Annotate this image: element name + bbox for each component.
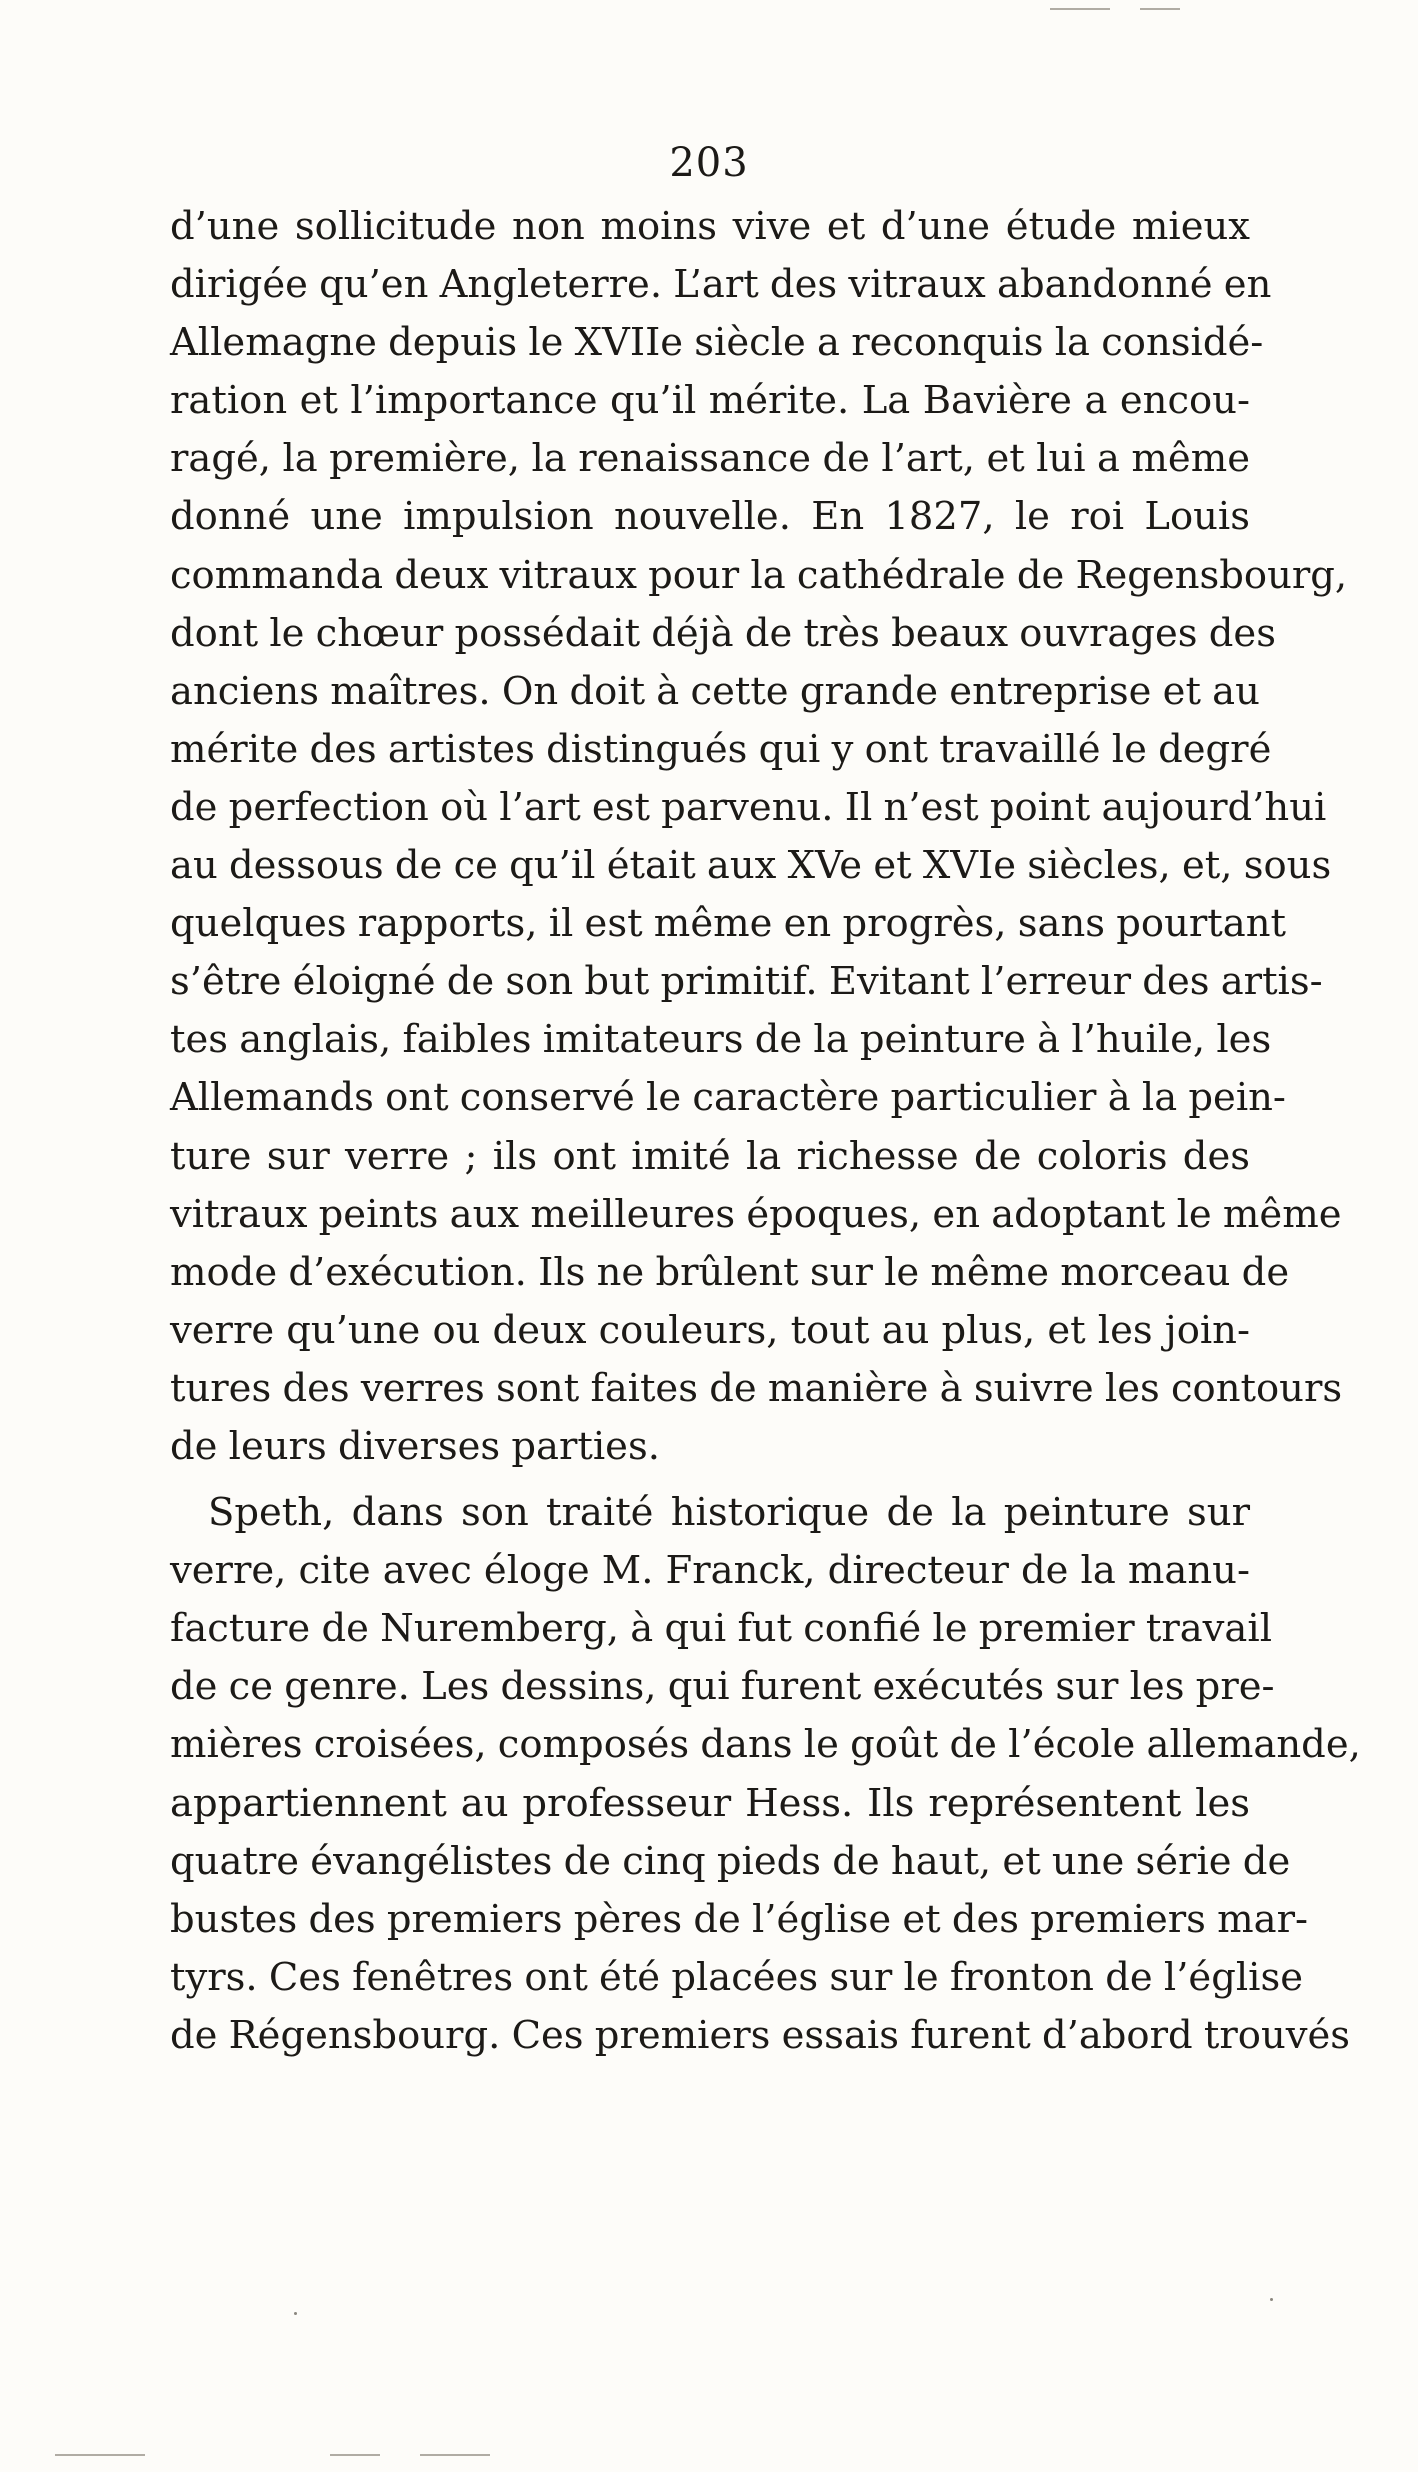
text-line: tes anglais, faibles imitateurs de la peinture à l’huile, les: [170, 1017, 1272, 1063]
text-line: tyrs. Ces fenêtres ont été placées sur le fronton de l’église: [170, 1954, 1304, 2000]
text-line: facture de Nuremberg, à qui fut confié le premier travail: [170, 1606, 1273, 1652]
text-line: appartiennent au professeur Hess. Ils représentent les: [170, 1780, 1250, 1826]
text-line: ration et l’importance qu’il mérite. La Bavière a encou-: [170, 378, 1250, 424]
text-line: mode d’exécution. Ils ne brûlent sur le même morceau de: [170, 1249, 1290, 1295]
text-line: quatre évangélistes de cinq pieds de haut, et une série de: [170, 1838, 1291, 1884]
text-line: vitraux peints aux meilleures époques, en adoptant le même: [170, 1191, 1342, 1237]
text-line: de leurs diverses parties.: [170, 1423, 660, 1469]
scan-artifact-bottom-rule: [55, 2454, 145, 2456]
scan-speck: [294, 2312, 297, 2315]
text-line: bustes des premiers pères de l’église et des premiers mar-: [170, 1896, 1309, 1942]
text-line: commanda deux vitraux pour la cathédrale de Regensbourg,: [170, 552, 1348, 598]
text-line: ture sur verre ; ils ont imité la richesse de coloris des: [170, 1133, 1250, 1179]
scan-artifact-top-rule: [1140, 8, 1180, 10]
text-line: s’être éloigné de son but primitif. Evitant l’erreur des artis-: [170, 959, 1323, 1005]
text-line: dirigée qu’en Angleterre. L’art des vitraux abandonné en: [170, 262, 1272, 308]
text-line: de Régensbourg. Ces premiers essais furent d’abord trouvés: [170, 2012, 1351, 2058]
paragraph-2: [170, 1484, 1361, 2065]
text-line: mières croisées, composés dans le goût de l’école allemande,: [170, 1722, 1361, 1768]
text-line: au dessous de ce qu’il était aux XVe et XVIe siècles, et, sous: [170, 843, 1332, 889]
text-line: de perfection où l’art est parvenu. Il n’est point aujourd’hui: [170, 784, 1327, 830]
body-text: [170, 198, 1361, 2065]
text-line: Allemands ont conservé le caractère particulier à la pein-: [170, 1075, 1286, 1121]
text-line: verre qu’une ou deux couleurs, tout au plus, et les join-: [170, 1307, 1250, 1353]
text-line: Speth, dans son traité historique de la peinture sur: [208, 1490, 1250, 1536]
scan-artifact-top-rule: [1050, 8, 1110, 10]
text-line: verre, cite avec éloge M. Franck, directeur de la manu-: [170, 1548, 1250, 1594]
scan-speck: [1270, 2298, 1273, 2301]
scan-artifact-bottom-rule: [330, 2454, 380, 2456]
text-line: quelques rapports, il est même en progrès, sans pourtant: [170, 901, 1286, 947]
text-line: Allemagne depuis le XVIIe siècle a reconquis la considé-: [170, 320, 1264, 366]
paragraph-1: [170, 198, 1348, 1476]
text-line: dont le chœur possédait déjà de très beaux ouvrages des: [170, 610, 1276, 656]
text-line: ragé, la première, la renaissance de l’art, et lui a même: [170, 436, 1250, 482]
page-number: 203: [669, 140, 749, 186]
text-line: donné une impulsion nouvelle. En 1827, le roi Louis: [170, 494, 1250, 540]
text-line: mérite des artistes distingués qui y ont travaillé le degré: [170, 726, 1272, 772]
text-line: de ce genre. Les dessins, qui furent exécutés sur les pre-: [170, 1664, 1275, 1710]
text-line: d’une sollicitude non moins vive et d’une étude mieux: [170, 204, 1250, 249]
scan-artifact-bottom-rule: [420, 2454, 490, 2456]
text-line: anciens maîtres. On doit à cette grande entreprise et au: [170, 668, 1260, 714]
text-line: tures des verres sont faites de manière à suivre les contours: [170, 1365, 1343, 1411]
